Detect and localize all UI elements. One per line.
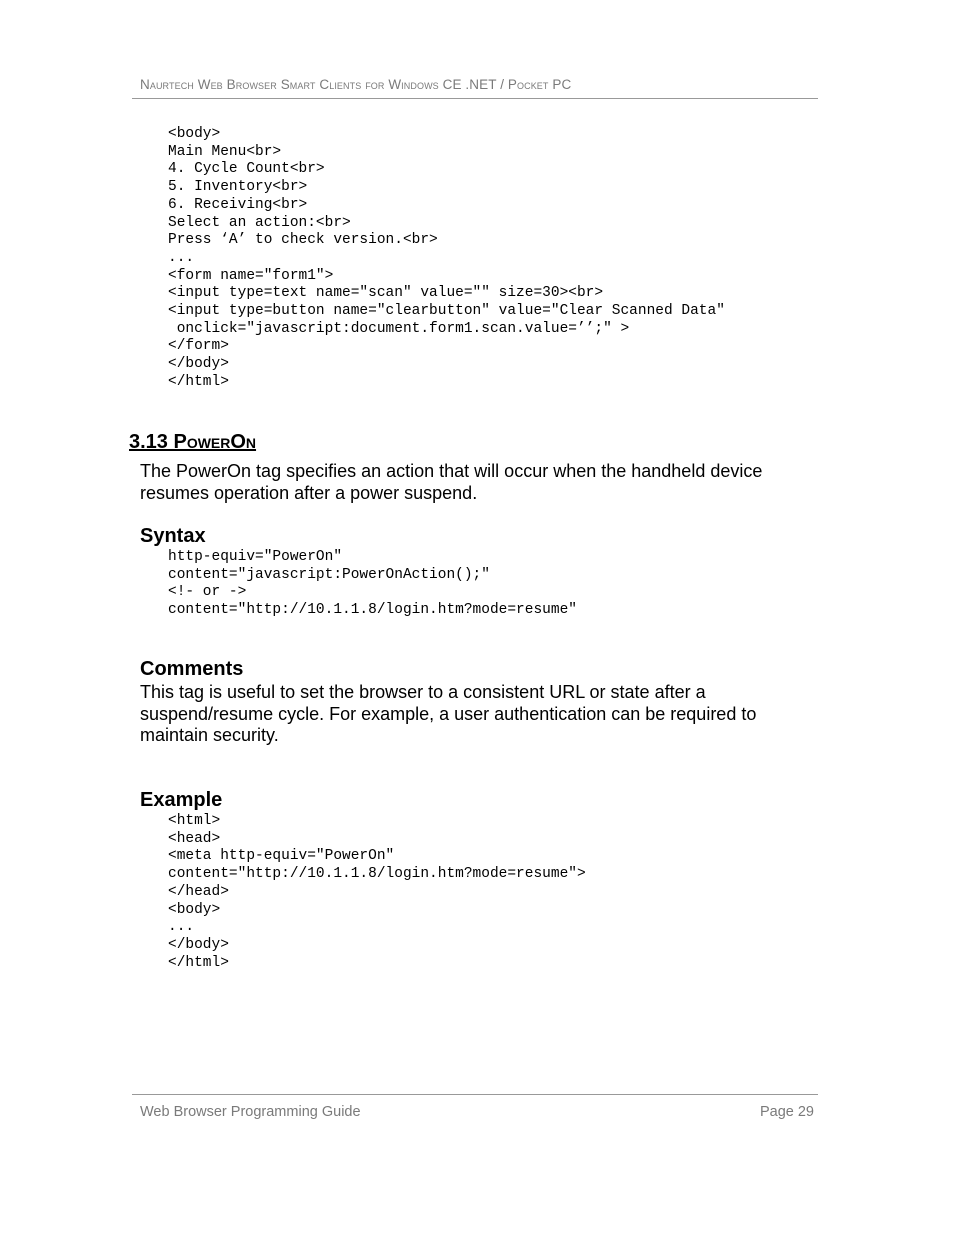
- comments-heading: Comments: [140, 658, 244, 680]
- example-heading: Example: [140, 789, 223, 811]
- code-block-syntax: http-equiv="PowerOn" content="javascript:PowerOnAction();" <!- or -> content="http://10.1.1.8/login.htm?mode=resume": [168, 549, 577, 619]
- footer-divider: [132, 1094, 818, 1095]
- section-intro: The PowerOn tag specifies an action that will occur when the handheld device resumes operation after a power suspend.: [140, 461, 763, 503]
- footer-guide-title: Web Browser Programming Guide: [140, 1104, 361, 1120]
- syntax-heading: Syntax: [140, 525, 206, 547]
- comments-text: This tag is useful to set the browser to a consistent URL or state after a suspend/resume cycle. For example, a user authentication can be required to maintain security.: [140, 682, 757, 745]
- section-heading-poweron: 3.13 PowerOn: [129, 431, 257, 453]
- running-header: Naurtech Web Browser Smart Clients for Windows CE .NET / Pocket PC: [140, 77, 572, 92]
- code-block-example: <html> <head> <meta http-equiv="PowerOn" content="http://10.1.1.8/login.htm?mode=resume"> </head> <body> ... </body> </html>: [168, 813, 586, 971]
- code-block-form-example: <body> Main Menu<br> 4. Cycle Count<br> 5. Inventory<br> 6. Receiving<br> Select an action:<br> Press ‘A’ to check version.<br> ... <form name="form1"> <input type=text name="scan" value="" size=30><br> <input type=button name="clearbutton" value="Clear Scanned Data" onclick="javascript:document.form1.scan.value=’’;" > </form> </body> </html>: [168, 126, 725, 390]
- footer-page-number: Page 29: [759, 1104, 814, 1120]
- header-divider: [132, 98, 818, 99]
